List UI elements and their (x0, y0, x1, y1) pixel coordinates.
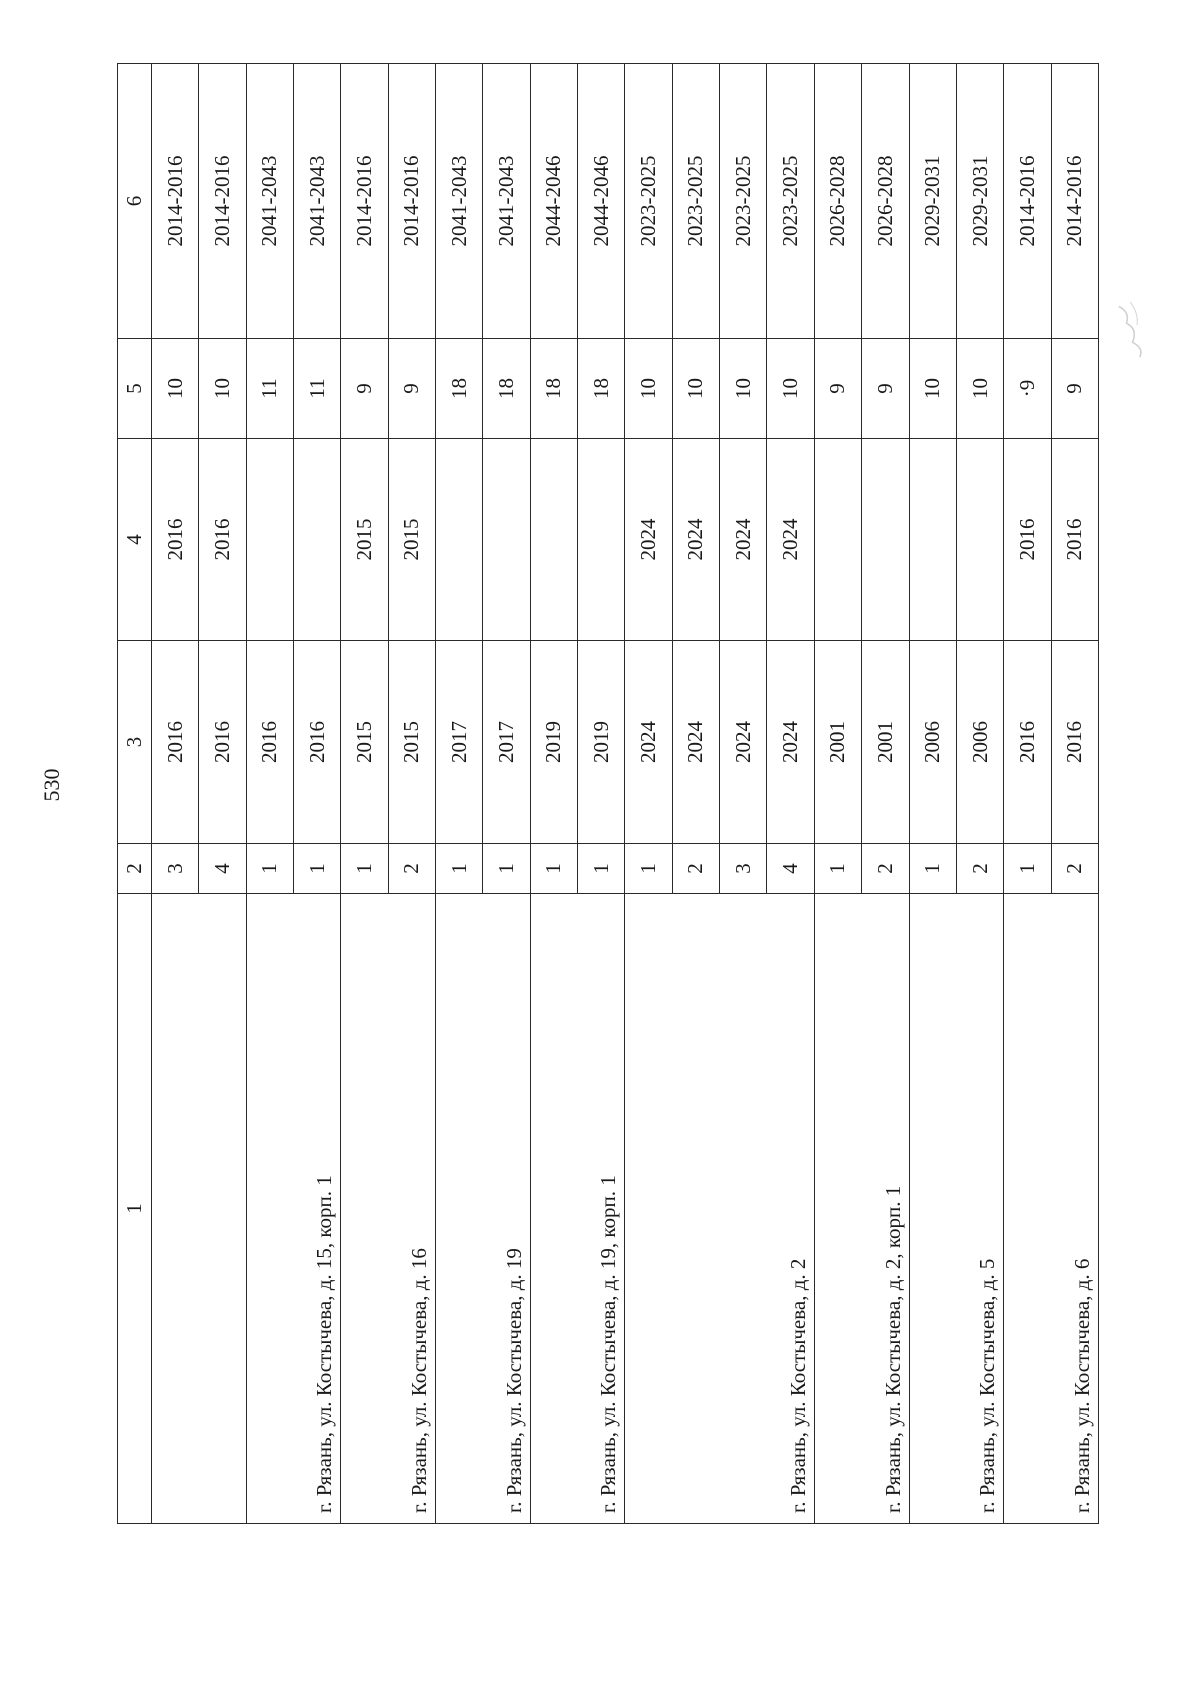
address-cell: г. Рязань, ул. Костычева, д. 6 (1004, 894, 1099, 1524)
column-header-6: 6 (118, 64, 152, 339)
period-cell: 2041-2043 (436, 64, 483, 339)
column-3-cell: 2024 (720, 641, 767, 844)
column-3-cell: 2006 (956, 641, 1003, 844)
column-5-cell: 9 (1051, 339, 1098, 439)
table-row (436, 64, 483, 1524)
column-4-cell: 2015 (341, 439, 388, 641)
column-4-cell: 2016 (199, 439, 246, 641)
period-cell: 2023-2025 (767, 64, 814, 339)
column-4-cell (956, 439, 1003, 641)
table-body (152, 64, 1099, 1524)
column-3-cell: 2019 (530, 641, 577, 844)
column-5-cell: 10 (672, 339, 719, 439)
period-cell: 2044-2046 (578, 64, 625, 339)
entry-number-cell: 2 (956, 844, 1003, 894)
address-cell: г. Рязань, ул. Костычева, д. 2, корп. 1 (814, 894, 909, 1524)
entry-number-cell: 1 (814, 844, 861, 894)
entry-number-cell: 1 (341, 844, 388, 894)
period-cell: 2026-2028 (814, 64, 861, 339)
column-4-cell (294, 439, 341, 641)
column-3-cell: 2016 (152, 641, 199, 844)
column-5-cell: 10 (152, 339, 199, 439)
period-cell: 2041-2043 (294, 64, 341, 339)
column-header-4: 4 (118, 439, 152, 641)
column-5-cell: 10 (909, 339, 956, 439)
column-5-cell: 10 (767, 339, 814, 439)
column-4-cell: 2024 (720, 439, 767, 641)
period-cell: 2041-2043 (246, 64, 293, 339)
table-row (625, 64, 672, 1524)
column-5-cell: 10 (199, 339, 246, 439)
column-3-cell: 2006 (909, 641, 956, 844)
column-3-cell: 2015 (388, 641, 435, 844)
column-4-cell (909, 439, 956, 641)
period-cell: 2023-2025 (672, 64, 719, 339)
column-header-1: 1 (118, 894, 152, 1524)
column-5-cell: 18 (483, 339, 530, 439)
column-4-cell: 2024 (672, 439, 719, 641)
column-5-cell: 18 (436, 339, 483, 439)
column-3-cell: 2024 (625, 641, 672, 844)
address-cell: г. Рязань, ул. Костычева, д. 16 (341, 894, 436, 1524)
period-cell: 2041-2043 (483, 64, 530, 339)
period-cell: 2023-2025 (720, 64, 767, 339)
address-cell: г. Рязань, ул. Костычева, д. 5 (909, 894, 1004, 1524)
entry-number-cell: 2 (388, 844, 435, 894)
column-4-cell (530, 439, 577, 641)
column-4-cell: 2024 (625, 439, 672, 641)
column-5-cell: 9 (814, 339, 861, 439)
column-5-cell: 9 (388, 339, 435, 439)
entry-number-cell: 1 (294, 844, 341, 894)
column-3-cell: 2016 (1004, 641, 1051, 844)
column-4-cell (436, 439, 483, 641)
schedule-table (117, 63, 1099, 1524)
entry-number-cell: 1 (530, 844, 577, 894)
entry-number-cell: 4 (199, 844, 246, 894)
column-4-cell (862, 439, 909, 641)
column-4-cell: 2016 (1051, 439, 1098, 641)
column-3-cell: 2016 (294, 641, 341, 844)
entry-number-cell: 1 (909, 844, 956, 894)
period-cell: 2014-2016 (1051, 64, 1098, 339)
scan-mark (1114, 298, 1152, 362)
column-5-cell: 9 (862, 339, 909, 439)
entry-number-cell: 1 (246, 844, 293, 894)
column-4-cell (578, 439, 625, 641)
address-cell: г. Рязань, ул. Костычева, д. 15, корп. 1 (246, 894, 341, 1524)
page-number: 530 (39, 768, 64, 802)
period-cell: 2014-2016 (199, 64, 246, 339)
column-3-cell: 2001 (814, 641, 861, 844)
column-4-cell (814, 439, 861, 641)
column-3-cell: 2016 (199, 641, 246, 844)
entry-number-cell: 2 (862, 844, 909, 894)
entry-number-cell: 2 (672, 844, 719, 894)
column-5-cell: 18 (578, 339, 625, 439)
table-row (246, 64, 293, 1524)
column-4-cell: 2024 (767, 439, 814, 641)
column-5-cell: 11 (294, 339, 341, 439)
column-3-cell: 2015 (341, 641, 388, 844)
column-3-cell: 2016 (1051, 641, 1098, 844)
column-3-cell: 2016 (246, 641, 293, 844)
column-5-cell: 10 (956, 339, 1003, 439)
column-3-cell: 2024 (767, 641, 814, 844)
period-cell: 2029-2031 (909, 64, 956, 339)
table-container (117, 64, 1097, 1524)
period-cell: 2023-2025 (625, 64, 672, 339)
entry-number-cell: 1 (578, 844, 625, 894)
entry-number-cell: 1 (483, 844, 530, 894)
column-4-cell (246, 439, 293, 641)
entry-number-cell: 1 (625, 844, 672, 894)
column-3-cell: 2017 (483, 641, 530, 844)
period-cell: 2044-2046 (530, 64, 577, 339)
column-3-cell: 2001 (862, 641, 909, 844)
column-header-5: 5 (118, 339, 152, 439)
column-4-cell: 2016 (152, 439, 199, 641)
column-header-2: 2 (118, 844, 152, 894)
table-row (530, 64, 577, 1524)
column-3-cell: 2017 (436, 641, 483, 844)
period-cell: 2014-2016 (341, 64, 388, 339)
column-5-cell: 9 (341, 339, 388, 439)
column-4-cell: 2016 (1004, 439, 1051, 641)
address-cell (152, 894, 247, 1524)
table-row (152, 64, 199, 1524)
address-cell: г. Рязань, ул. Костычева, д. 2 (625, 894, 814, 1524)
entry-number-cell: 4 (767, 844, 814, 894)
entry-number-cell: 1 (1004, 844, 1051, 894)
address-cell: г. Рязань, ул. Костычева, д. 19, корп. 1 (530, 894, 625, 1524)
table-row (341, 64, 388, 1524)
period-cell: 2014-2016 (388, 64, 435, 339)
column-5-cell: 10 (720, 339, 767, 439)
column-5-cell: 10 (625, 339, 672, 439)
column-3-cell: 2019 (578, 641, 625, 844)
period-cell: 2014-2016 (152, 64, 199, 339)
table-row (1004, 64, 1051, 1524)
column-4-cell: 2015 (388, 439, 435, 641)
column-5-cell: 11 (246, 339, 293, 439)
column-5-cell: 18 (530, 339, 577, 439)
address-cell: г. Рязань, ул. Костычева, д. 19 (436, 894, 531, 1524)
entry-number-cell: 2 (1051, 844, 1098, 894)
entry-number-cell: 1 (436, 844, 483, 894)
table-row (814, 64, 861, 1524)
header-row (118, 64, 152, 1524)
column-header-3: 3 (118, 641, 152, 844)
column-3-cell: 2024 (672, 641, 719, 844)
column-4-cell (483, 439, 530, 641)
column-5-cell: ·9 (1004, 339, 1051, 439)
entry-number-cell: 3 (720, 844, 767, 894)
period-cell: 2026-2028 (862, 64, 909, 339)
table-row (909, 64, 956, 1524)
entry-number-cell: 3 (152, 844, 199, 894)
period-cell: 2014-2016 (1004, 64, 1051, 339)
period-cell: 2029-2031 (956, 64, 1003, 339)
